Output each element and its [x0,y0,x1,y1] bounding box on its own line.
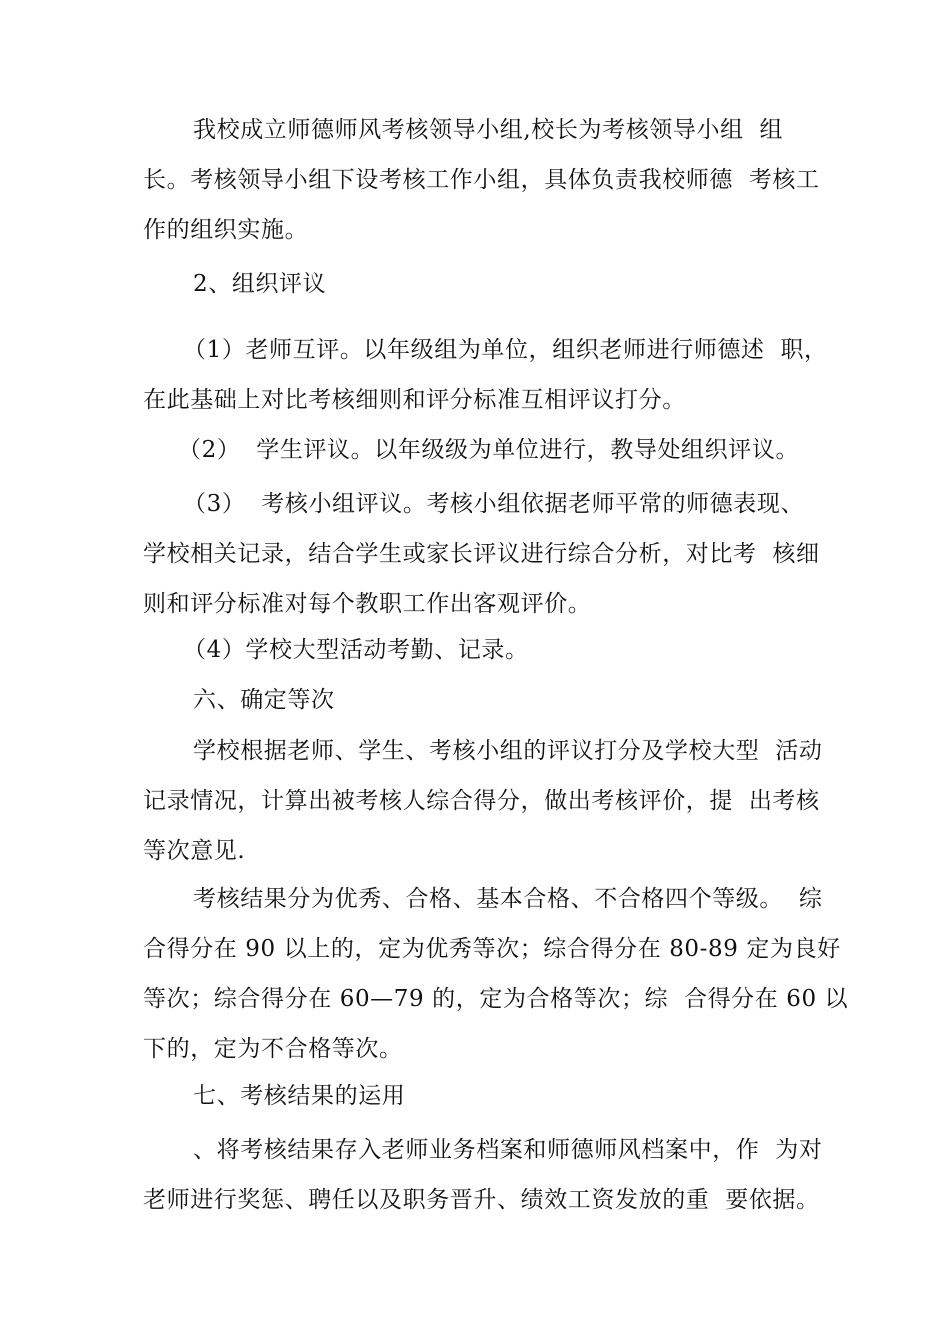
text-line-16: 考核结果分为优秀、合格、基本合格、不合格四个等级。 综 [193,886,823,912]
text-line-7: （2） 学生评议。以年级级为单位进行，教导处组织评议。 [178,437,800,463]
text-line-1: 我校成立师德师风考核领导小组,校长为考核领导小组 组 [193,117,784,143]
text-line-5: （1）老师互评。以年级组为单位，组织老师进行师德述 职， [183,337,828,363]
text-line-11: （4）学校大型活动考勤、记录。 [183,637,529,663]
text-line-17: 合得分在 90 以上的，定为优秀等次；综合得分在 80-89 定为良好 [143,936,841,962]
text-line-9: 学校相关记录，结合学生或家长评议进行综合分析，对比考 核细 [143,541,820,567]
text-line-18: 等次；综合得分在 60—79 的，定为合格等次；综 合得分在 60 以 [143,986,849,1012]
text-line-22: 老师进行奖惩、聘任以及职务晋升、绩效工资发放的重 要依据。 [143,1187,820,1213]
text-line-10: 则和评分标准对每个教职工作出客观评价。 [143,591,592,617]
text-line-14: 记录情况，计算出被考核人综合得分，做出考核评价，提 出考核 [143,788,820,814]
text-line-3: 作的组织实施。 [143,217,309,243]
text-line-8: （3） 考核小组评议。考核小组依据老师平常的师德表现、 [183,491,805,517]
section-heading-7: 七、考核结果的运用 [193,1083,406,1109]
text-line-2: 长。考核领导小组下设考核工作小组，具体负责我校师德 考核工 [143,167,820,193]
text-line-15: 等次意见. [143,838,246,864]
section-heading-2: 2、组织评议 [193,271,327,297]
text-line-6: 在此基础上对比考核细则和评分标准互相评议打分。 [143,387,686,413]
text-line-19: 下的，定为不合格等次。 [143,1036,403,1062]
text-line-21: 、将考核结果存入老师业务档案和师德师风档案中，作 为对 [193,1137,823,1163]
section-heading-6: 六、确定等次 [193,687,335,713]
text-line-13: 学校根据老师、学生、考核小组的评议打分及学校大型 活动 [193,738,823,764]
